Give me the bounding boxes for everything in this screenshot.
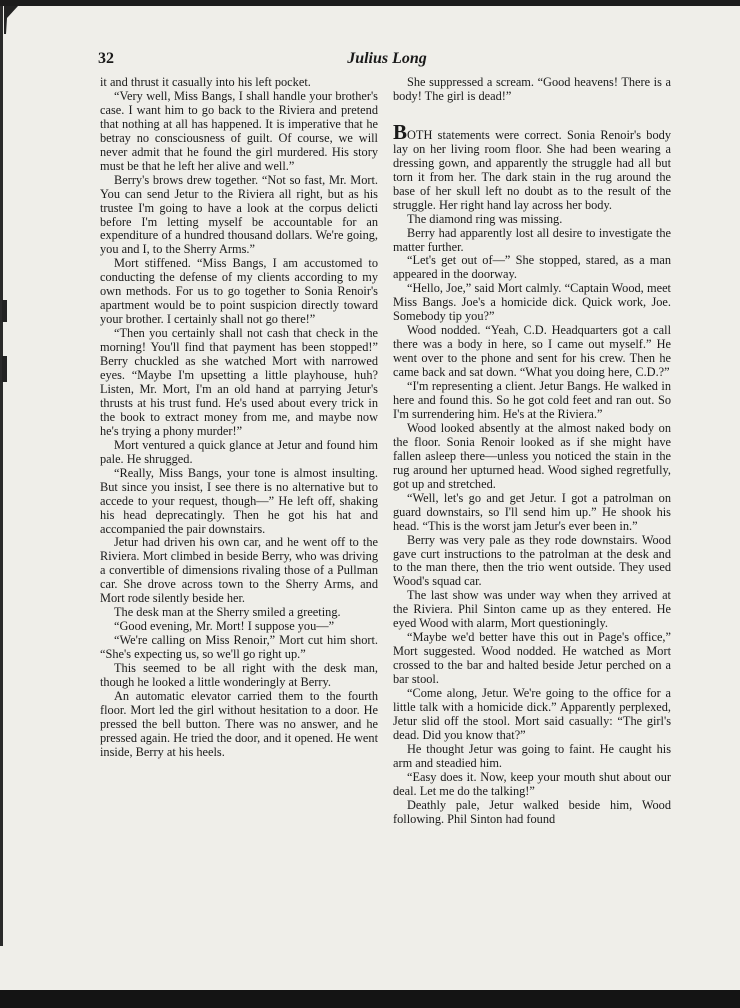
- scan-edge-tick: [2, 356, 7, 382]
- paragraph: Berry was very pale as they rode downstairs. Wood gave curt instructions to the patrolman at the desk and to the man there, then the trio went outside. They used Wood's squad car.: [393, 532, 671, 589]
- drop-cap: B: [393, 119, 408, 144]
- paragraph: This seemed to be all right with the desk man, though he looked a little wonderingly at Berry.: [100, 661, 378, 689]
- paragraph: “Well, let's go and get Jetur. I got a patrolman on guard downstairs, so I'll send him up.” He shook his head. “This is the worst jam Jetur's ever been in.”: [393, 490, 671, 533]
- paragraph: She suppressed a scream. “Good heavens! There is a body! The girl is dead!”: [393, 75, 671, 103]
- paragraph: Deathly pale, Jetur walked beside him, Wood following. Phil Sinton had found: [393, 797, 671, 826]
- paragraph: “Really, Miss Bangs, your tone is almost insulting. But since you insist, I see there is no alternative but to accede to your request, though—” He left off, shaking his head deprecatingly. Then he got his hat and accompanied the pair downstairs.: [100, 465, 378, 536]
- paragraph: He thought Jetur was going to faint. He caught his arm and steadied him.: [393, 741, 671, 770]
- paragraph: “Very well, Miss Bangs, I shall handle your brother's case. I want him to go back to the Riviera and pretend that nothing at all has happened. It is imperative that he betray no consciousness of guilt. Of course, we will never admit that he found the girl murdered. His story must be that he left her alive and well.”: [100, 88, 378, 173]
- right-column: [393, 76, 671, 827]
- paragraph: Wood nodded. “Yeah, C.D. Headquarters got a call there was a body in here, so I came out myself.” He went over to the phone and sent for his crew. Then he came back and sat down. “What you doing here, C.D.?”: [393, 323, 671, 380]
- paragraph: “Come along, Jetur. We're going to the office for a little talk with a homicide dick.” Apparently perplexed, Jetur slid off the stool. Mort said casually: “The girl's dead. Did you know that?”: [393, 686, 671, 742]
- paragraph: “Then you certainly shall not cash that check in the morning! You'll find that payment has been stopped!” Berry chuckled as she watched Mort with narrowed eyes. “Maybe I'm upsetting a little playhouse, huh? Listen, Mr. Mort, I'm an old hand at parrying Jetur's thrusts at his trust fund. He's used about every trick in the book to extract money from me, and maybe now he's trying a phony murder!”: [100, 326, 378, 438]
- paragraph: The diamond ring was missing.: [407, 211, 563, 226]
- paragraph: The desk man at the Sherry smiled a greeting.: [114, 605, 341, 620]
- paragraph: The last show was under way when they arrived at the Riviera. Phil Sinton came up as they entered. He eyed Wood with alarm, Mort questioningly.: [393, 588, 671, 631]
- page-number: 32: [98, 50, 114, 67]
- scan-bottom-edge: [0, 990, 740, 1008]
- paragraph: Wood looked absently at the almost naked body on the floor. Sonia Renoir looked as if she might have fallen asleep there—unless you noticed the stain in the rug around her upturned head. Wood sighed regretfully, got up and stretched.: [393, 420, 671, 491]
- paragraph: “Easy does it. Now, keep your mouth shut about our deal. Let me do the talking!”: [393, 769, 671, 798]
- paragraph: Jetur had driven his own car, and he went off to the Riviera. Mort climbed in beside Berry, who was driving a convertible of dimensions rivaling those of a Pullman car. She drove across town to the Sherry Arms, and Mort rode silently beside her.: [100, 535, 378, 606]
- scan-edge-tick: [2, 300, 7, 322]
- paragraph: An automatic elevator carried them to the fourth floor. Mort led the girl without hesitation to a door. He pressed the bell button. There was no answer, and he pressed again. He tried the door, and it opened. He went inside, Berry at his heels.: [100, 688, 378, 759]
- paragraph: Berry had apparently lost all desire to investigate the matter further.: [393, 225, 671, 254]
- scan-top-border: [0, 0, 740, 6]
- paragraph: “I'm representing a client. Jetur Bangs. He walked in here and found this. So he got cold feet and ran out. So I'm surrendering him. He's at the Riviera.”: [393, 379, 671, 421]
- paragraph: Mort ventured a quick glance at Jetur and found him pale. He shrugged.: [100, 437, 378, 466]
- scan-corner-mark: [4, 6, 20, 34]
- left-column: [100, 76, 378, 760]
- paragraph: “Hello, Joe,” said Mort calmly. “Captain Wood, meet Miss Bangs. Joe's a homicide dick. Quick work, Joe. Somebody tip you?”: [393, 281, 671, 324]
- paragraph: “We're calling on Miss Renoir,” Mort cut him short. “She's expecting us, so we'll go right up.”: [100, 633, 378, 662]
- section-opening-paragraph: [393, 119, 671, 213]
- paragraph: “Let's get out of—” She stopped, stared, as a man appeared in the doorway.: [393, 253, 671, 282]
- paragraph: Mort stiffened. “Miss Bangs, I am accustomed to conducting the defense of my clients according to my own methods. For us to go together to Sonia Renoir's apartment would be to point suspicion directly toward your brother. I certainly shall not go there!”: [100, 256, 378, 327]
- paragraph: it and thrust it casually into his left pocket.: [100, 75, 311, 89]
- paragraph: “Good evening, Mr. Mort! I suppose you—”: [114, 619, 335, 634]
- paragraph: “Maybe we'd better have this out in Page's office,” Mort suggested. Wood nodded. He watched as Mort crossed to the bar and halted beside Jetur perched on a bar stool.: [393, 630, 671, 687]
- running-title: Julius Long: [347, 50, 427, 67]
- paragraph: Berry's brows drew together. “Not so fast, Mr. Mort. You can send Jetur to the Riviera all right, but as his trustee I'm going to have a look at the corpus delicti before I'm letting myself be accountable for an expenditure of a hundred thousand dollars. We're going, you and I, to the Sherry Arms.”: [100, 172, 378, 257]
- scan-left-edge: [0, 6, 3, 946]
- page-header: [98, 50, 676, 70]
- section-first-paragraph-text: OTH statements were correct. Sonia Renoir's body lay on her living room floor. She had been wearing a dressing gown, and apparently the struggle had all but torn it from her. The dark stain in the rug around the base of her skull left no doubt as to the result of the struggle. Her right hand lay across her body.: [393, 127, 671, 212]
